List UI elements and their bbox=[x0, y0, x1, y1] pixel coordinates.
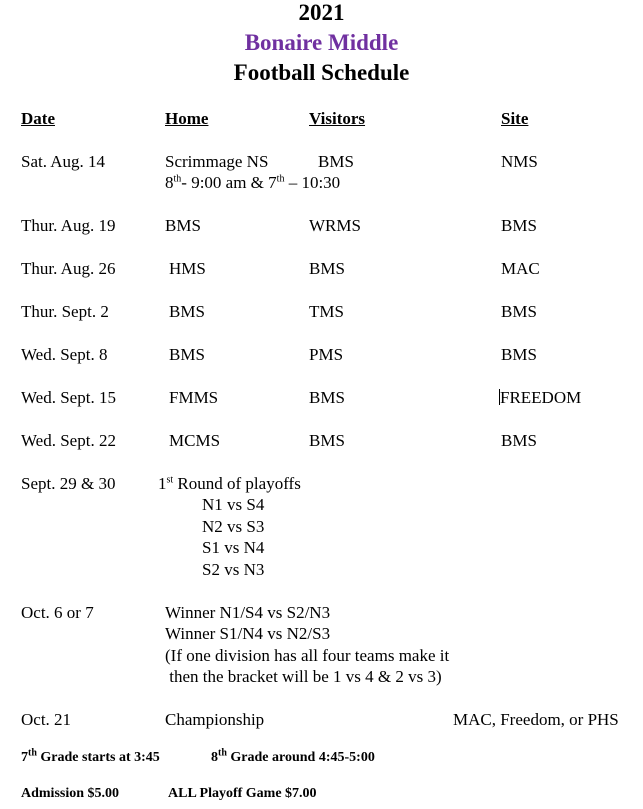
game-visitors: BMS bbox=[309, 388, 345, 407]
header-date: Date bbox=[21, 109, 55, 128]
game-visitors: BMS bbox=[309, 259, 345, 278]
game-home: BMS bbox=[165, 216, 201, 235]
grade7-start: 7th Grade starts at 3:45 bbox=[21, 747, 160, 765]
game-home: HMS bbox=[169, 259, 206, 278]
game-visitors: TMS bbox=[309, 302, 344, 321]
game-home: FMMS bbox=[169, 388, 219, 407]
round2-line: then the bracket will be 1 vs 4 & 2 vs 3) bbox=[165, 667, 442, 686]
round2-line: (If one division has all four teams make it bbox=[165, 646, 450, 665]
playoffs-round-title: 1st Round of playoffs bbox=[158, 474, 301, 493]
game-visitors: PMS bbox=[309, 345, 344, 364]
game-date: Thur. Aug. 26 bbox=[21, 259, 116, 278]
championship-label: Championship bbox=[165, 710, 265, 729]
game-visitors: WRMS bbox=[309, 216, 361, 235]
playoff-price: ALL Playoff Game $7.00 bbox=[168, 786, 317, 801]
grade8-start: 8th Grade around 4:45-5:00 bbox=[211, 747, 375, 765]
game-visitors: BMS bbox=[309, 431, 345, 450]
title-subtitle: Football Schedule bbox=[233, 60, 410, 85]
playoffs-date: Sept. 29 & 30 bbox=[21, 474, 116, 493]
scrimmage-site: NMS bbox=[501, 152, 538, 171]
round2-date: Oct. 6 or 7 bbox=[21, 603, 94, 622]
scrimmage-home: Scrimmage NS bbox=[165, 152, 269, 171]
header-home: Home bbox=[165, 109, 209, 128]
game-home: BMS bbox=[169, 345, 205, 364]
header-site: Site bbox=[501, 109, 529, 128]
game-site: BMS bbox=[501, 345, 537, 364]
game-home: BMS bbox=[169, 302, 205, 321]
playoff-matchup: S1 vs N4 bbox=[202, 538, 265, 557]
game-site: BMS bbox=[501, 302, 537, 321]
title-year: 2021 bbox=[298, 0, 345, 25]
game-date: Thur. Sept. 2 bbox=[21, 302, 109, 321]
title-school: Bonaire Middle bbox=[244, 30, 399, 55]
game-site: BMS bbox=[501, 216, 537, 235]
round2-line: Winner N1/S4 vs S2/N3 bbox=[165, 603, 331, 622]
game-date: Wed. Sept. 8 bbox=[21, 345, 108, 364]
admission-price: Admission $5.00 bbox=[21, 786, 120, 801]
playoff-matchup: N2 vs S3 bbox=[202, 517, 265, 536]
playoff-matchup: S2 vs N3 bbox=[202, 560, 265, 579]
championship-site: MAC, Freedom, or PHS bbox=[453, 710, 619, 729]
game-date: Thur. Aug. 19 bbox=[21, 216, 116, 235]
game-date: Wed. Sept. 15 bbox=[21, 388, 116, 407]
header-visitors: Visitors bbox=[309, 109, 366, 128]
scrimmage-visitors: BMS bbox=[318, 152, 354, 171]
championship-date: Oct. 21 bbox=[21, 710, 72, 729]
game-site: FREEDOM bbox=[500, 388, 582, 407]
scrimmage-date: Sat. Aug. 14 bbox=[21, 152, 106, 171]
playoff-matchup: N1 vs S4 bbox=[202, 495, 265, 514]
game-site: MAC bbox=[501, 259, 540, 278]
scrimmage-times: 8th- 9:00 am & 7th – 10:30 bbox=[165, 173, 341, 192]
game-site: BMS bbox=[501, 431, 537, 450]
game-date: Wed. Sept. 22 bbox=[21, 431, 116, 450]
round2-line: Winner S1/N4 vs N2/S3 bbox=[165, 624, 331, 643]
game-home: MCMS bbox=[169, 431, 221, 450]
